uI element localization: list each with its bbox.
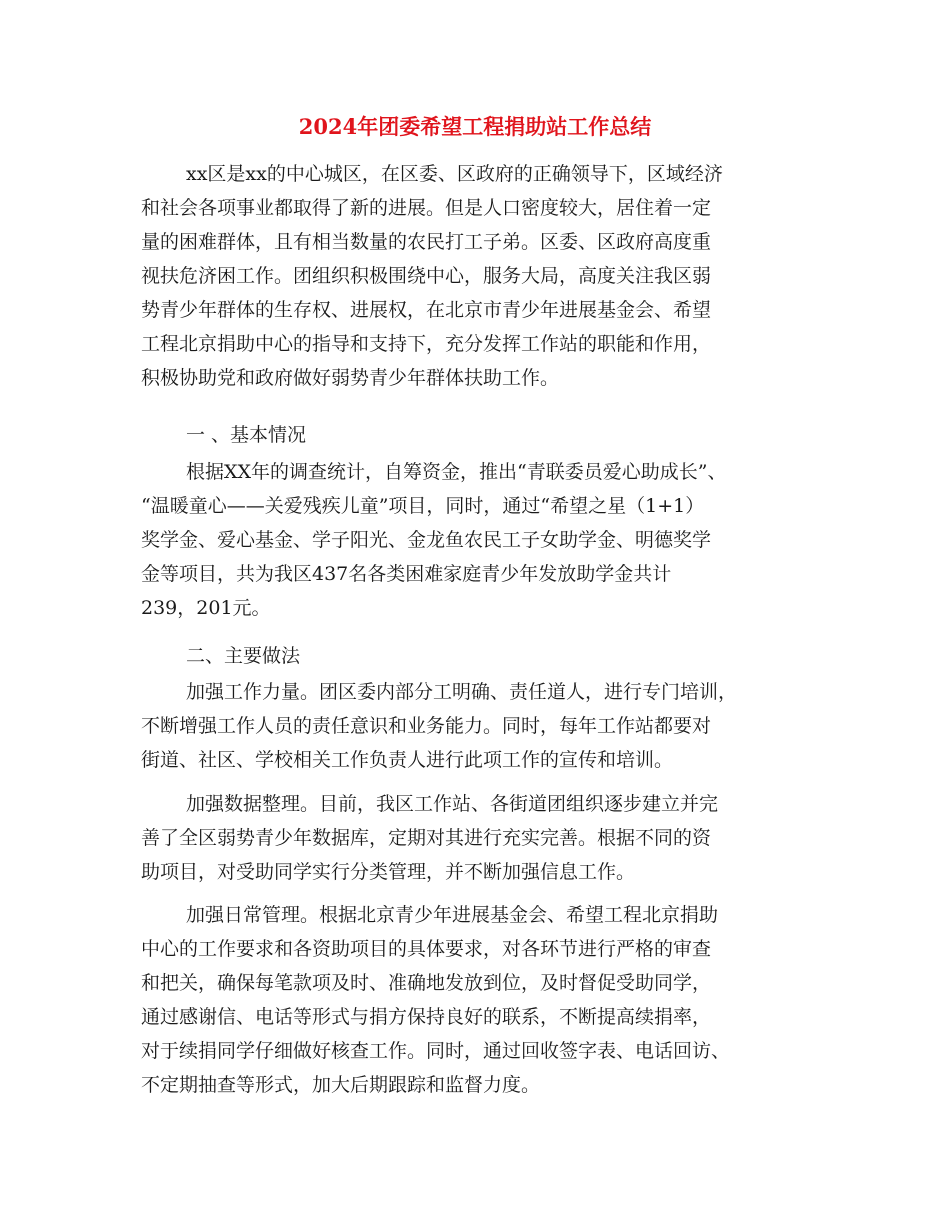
body-line: 根据XX年的调查统计，自筹资金，推出“青联委员爱心助成长”、 [186,461,727,483]
body-line: 加强工作力量。团区委内部分工明确、责任道人，进行专门培训， [186,681,738,703]
body-line: 势青少年群体的生存权、进展权，在北京市青少年进展基金会、希望 [141,299,712,321]
body-line: 和社会各项事业都取得了新的进展。但是人口密度较大，居住着一定 [141,197,712,219]
body-line: xx区是xx的中心城区，在区委、区政府的正确领导下，区域经济 [186,163,723,185]
body-line: 善了全区弱势青少年数据库，定期对其进行充实完善。根据不同的资 [141,827,712,849]
body-line: 通过感谢信、电话等形式与捐方保持良好的联系，不断提高续捐率， [141,1006,712,1028]
body-line: “温暖童心——关爱残疾儿童”项目，同时，通过“希望之星（1+1） [141,495,705,517]
body-line: 奖学金、爱心基金、学子阳光、金龙鱼农民工子女助学金、明德奖学 [141,529,712,551]
body-line: 239，201元。 [141,597,271,619]
body-line: 积极协助党和政府做好弱势青少年群体扶助工作。 [141,367,560,389]
section-heading: 一 、基本情况 [186,424,307,446]
body-line: 中心的工作要求和各资助项目的具体要求，对各环节进行严格的审查 [141,938,712,960]
body-line: 助项目，对受助同学实行分类管理，并不断加强信息工作。 [141,861,636,883]
body-line: 金等项目，共为我区437名各类困难家庭青少年发放助学金共计 [141,563,672,585]
body-line: 加强数据整理。目前，我区工作站、各街道团组织逐步建立并完 [186,793,719,815]
document-title: 2024年团委希望工程捐助站工作总结 [298,114,652,139]
body-line: 对于续捐同学仔细做好核查工作。同时，通过回收签字表、电话回访、 [141,1040,731,1062]
body-line: 街道、社区、学校相关工作负责人进行此项工作的宣传和培训。 [141,749,674,771]
body-line: 加强日常管理。根据北京青少年进展基金会、希望工程北京捐助 [186,904,719,926]
body-line: 工程北京捐助中心的指导和支持下，充分发挥工作站的职能和作用， [141,333,712,355]
body-line: 不断增强工作人员的责任意识和业务能力。同时，每年工作站都要对 [141,715,712,737]
body-line: 和把关，确保每笔款项及时、准确地发放到位，及时督促受助同学， [141,972,712,994]
body-line: 视扶危济困工作。团组织积极围绕中心，服务大局，高度关注我区弱 [141,265,712,287]
body-line: 量的困难群体，且有相当数量的农民打工子弟。区委、区政府高度重 [141,231,712,253]
section-heading: 二、主要做法 [186,645,301,667]
body-line: 不定期抽查等形式，加大后期跟踪和监督力度。 [141,1074,541,1096]
